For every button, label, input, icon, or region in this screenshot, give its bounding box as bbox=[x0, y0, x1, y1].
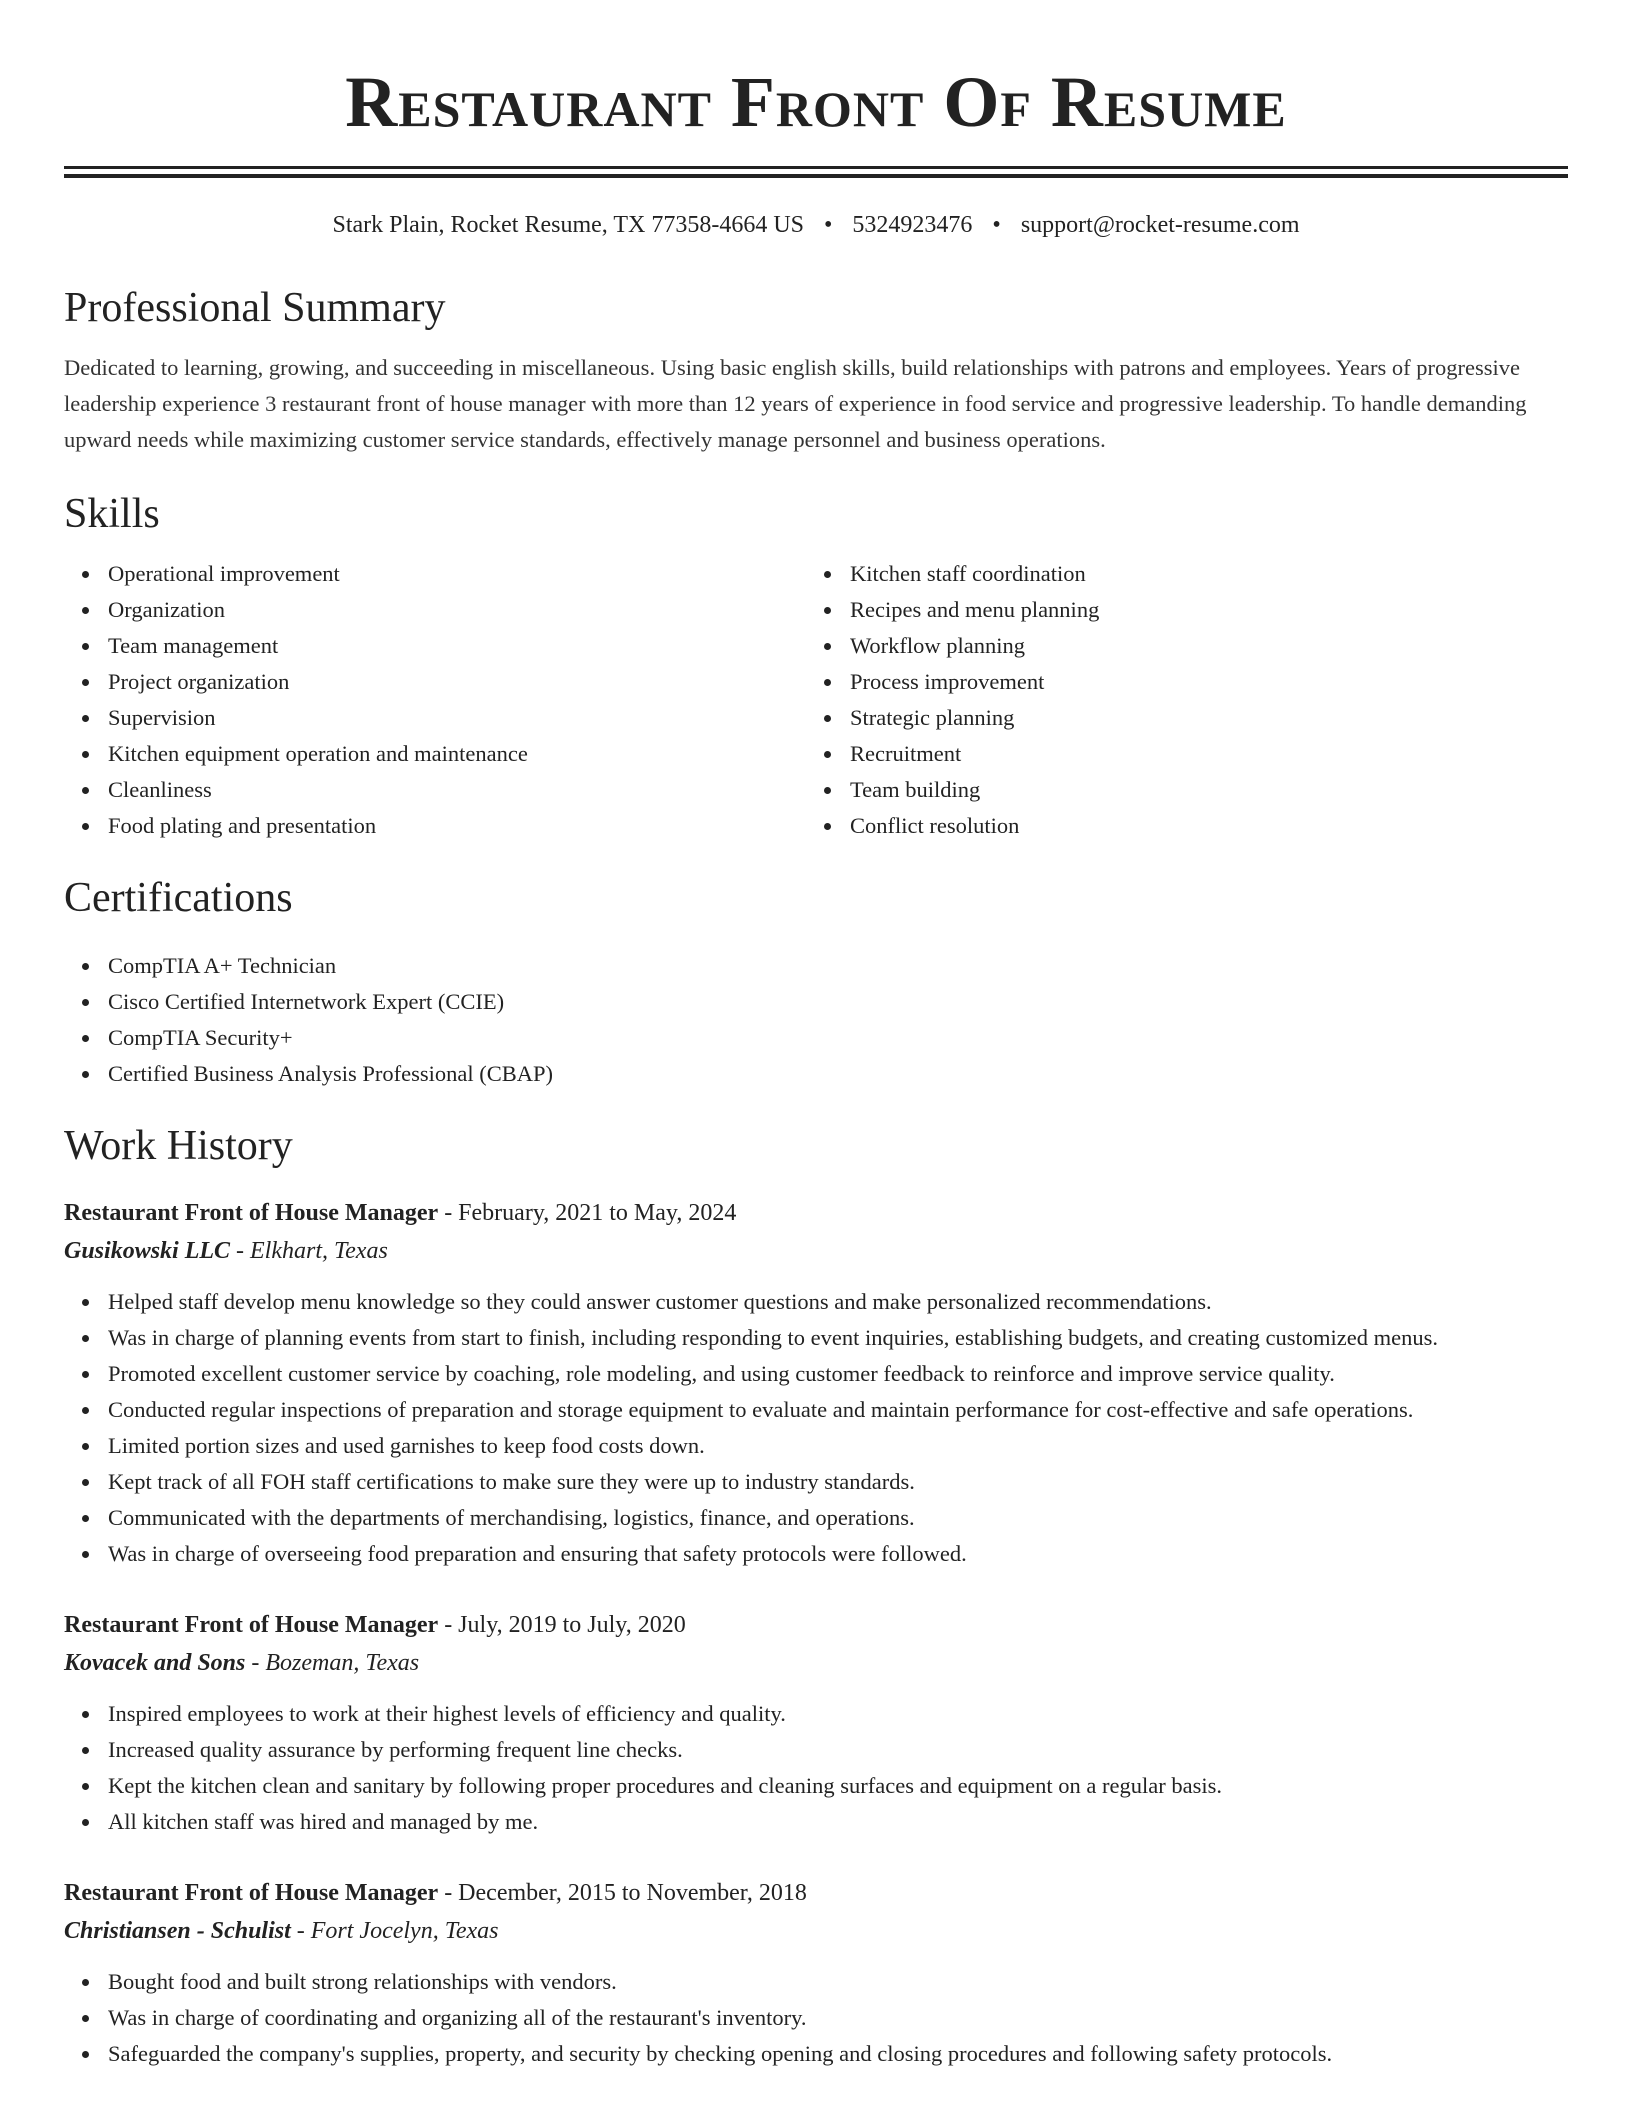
skill-item: Kitchen staff coordination bbox=[850, 556, 1548, 592]
summary-text: Dedicated to learning, growing, and succeeding in miscellaneous. Using basic english skills, build relationships with patrons and employees. Years of progressive leadership experience 3 restaurant front of house manager with more than 12 years of experience in food service and progressive leadership. To handle demanding upward needs while maximizing customer service standards, effectively manage personnel and business operations. bbox=[64, 355, 1527, 452]
job-title: Restaurant Front of House Manager bbox=[64, 1200, 439, 1226]
skills-column-right bbox=[806, 556, 1548, 844]
job-duty: Safeguarded the company's supplies, property, and security by checking opening and closing procedures and following safety protocols. bbox=[108, 2036, 1568, 2072]
job-duty: Limited portion sizes and used garnishes to keep food costs down. bbox=[108, 1428, 1568, 1464]
skill-item: Kitchen equipment operation and maintenance bbox=[108, 736, 806, 772]
company-location: - Fort Jocelyn, Texas bbox=[290, 1918, 499, 1944]
resume-page bbox=[64, 0, 1568, 2072]
job-duties-list bbox=[64, 1696, 1568, 1840]
resume-title: Restaurant Front Of Resume bbox=[345, 62, 1287, 142]
job-duty: Was in charge of coordinating and organizing all of the restaurant's inventory. bbox=[108, 2000, 1568, 2036]
job-duty: Helped staff develop menu knowledge so they could answer customer questions and make personalized recommendations. bbox=[108, 1284, 1568, 1320]
job-duty: Increased quality assurance by performing frequent line checks. bbox=[108, 1732, 1568, 1768]
skill-item: Strategic planning bbox=[850, 700, 1548, 736]
company-name: Gusikowski LLC bbox=[64, 1238, 231, 1264]
skill-item: Organization bbox=[108, 592, 806, 628]
skills-list-right bbox=[806, 556, 1548, 844]
summary-heading: Professional Summary bbox=[64, 285, 446, 331]
skill-item: Recipes and menu planning bbox=[850, 592, 1548, 628]
job-duty: All kitchen staff was hired and managed by me. bbox=[108, 1804, 1568, 1840]
job-dates: - February, 2021 to May, 2024 bbox=[438, 1200, 737, 1226]
skill-item: Operational improvement bbox=[108, 556, 806, 592]
contact-email: support@rocket-resume.com bbox=[1020, 212, 1300, 238]
company-location: - Bozeman, Texas bbox=[245, 1650, 420, 1676]
job-title: Restaurant Front of House Manager bbox=[64, 1880, 439, 1906]
job-dates: - July, 2019 to July, 2020 bbox=[438, 1612, 686, 1638]
contact-separator: • bbox=[992, 212, 1001, 238]
skill-item: Project organization bbox=[108, 664, 806, 700]
contact-phone: 5324923476 bbox=[852, 212, 973, 238]
skill-item: Supervision bbox=[108, 700, 806, 736]
skill-item: Team building bbox=[850, 772, 1548, 808]
certification-item: CompTIA Security+ bbox=[108, 1020, 1568, 1056]
job-duty: Promoted excellent customer service by coaching, role modeling, and using customer feedback to reinforce and improve service quality. bbox=[108, 1356, 1568, 1392]
skill-item: Process improvement bbox=[850, 664, 1548, 700]
job-entry bbox=[64, 1606, 1568, 1840]
skills-column-left bbox=[64, 556, 806, 844]
skill-item: Recruitment bbox=[850, 736, 1548, 772]
skills-grid bbox=[64, 556, 1568, 844]
contact-address: Stark Plain, Rocket Resume, TX 77358-4664 US bbox=[332, 212, 805, 238]
certification-item: Cisco Certified Internetwork Expert (CCIE) bbox=[108, 984, 1568, 1020]
job-duty: Was in charge of overseeing food preparation and ensuring that safety protocols were followed. bbox=[108, 1536, 1568, 1572]
job-entry bbox=[64, 1194, 1568, 1572]
job-duties-list bbox=[64, 1964, 1568, 2072]
job-header bbox=[64, 1194, 1568, 1232]
job-dates: - December, 2015 to November, 2018 bbox=[438, 1880, 807, 1906]
job-duty: Conducted regular inspections of preparation and storage equipment to evaluate and maintain performance for cost-effective and safe operations. bbox=[108, 1392, 1568, 1428]
skill-item: Team management bbox=[108, 628, 806, 664]
contact-separator: • bbox=[824, 212, 833, 238]
work-history-heading: Work History bbox=[64, 1123, 293, 1169]
certification-item: Certified Business Analysis Professional (CBAP) bbox=[108, 1056, 1568, 1092]
skill-item: Conflict resolution bbox=[850, 808, 1548, 844]
certification-item: CompTIA A+ Technician bbox=[108, 948, 1568, 984]
job-duty: Inspired employees to work at their highest levels of efficiency and quality. bbox=[108, 1696, 1568, 1732]
job-header bbox=[64, 1874, 1568, 1912]
skill-item: Cleanliness bbox=[108, 772, 806, 808]
job-duty: Kept the kitchen clean and sanitary by following proper procedures and cleaning surfaces and equipment on a regular basis. bbox=[108, 1768, 1568, 1804]
job-duty: Was in charge of planning events from start to finish, including responding to event inquiries, establishing budgets, and creating customized menus. bbox=[108, 1320, 1568, 1356]
company-name: Christiansen - Schulist bbox=[64, 1918, 291, 1944]
job-duty: Communicated with the departments of merchandising, logistics, finance, and operations. bbox=[108, 1500, 1568, 1536]
company-line bbox=[64, 1232, 1568, 1270]
company-line bbox=[64, 1912, 1568, 1950]
skill-item: Food plating and presentation bbox=[108, 808, 806, 844]
company-name: Kovacek and Sons bbox=[64, 1650, 246, 1676]
job-duty: Kept track of all FOH staff certifications to make sure they were up to industry standards. bbox=[108, 1464, 1568, 1500]
company-location: - Elkhart, Texas bbox=[230, 1238, 388, 1264]
job-entry bbox=[64, 1874, 1568, 2072]
skills-list-left bbox=[64, 556, 806, 844]
job-header bbox=[64, 1606, 1568, 1644]
skills-heading: Skills bbox=[64, 491, 160, 537]
certifications-list bbox=[64, 948, 1568, 1092]
job-duties-list bbox=[64, 1284, 1568, 1572]
title-double-rule bbox=[64, 166, 1568, 178]
company-line bbox=[64, 1644, 1568, 1682]
contact-line bbox=[64, 208, 1568, 242]
job-duty: Bought food and built strong relationships with vendors. bbox=[108, 1964, 1568, 2000]
skill-item: Workflow planning bbox=[850, 628, 1548, 664]
job-title: Restaurant Front of House Manager bbox=[64, 1612, 439, 1638]
certifications-heading: Certifications bbox=[64, 875, 293, 921]
